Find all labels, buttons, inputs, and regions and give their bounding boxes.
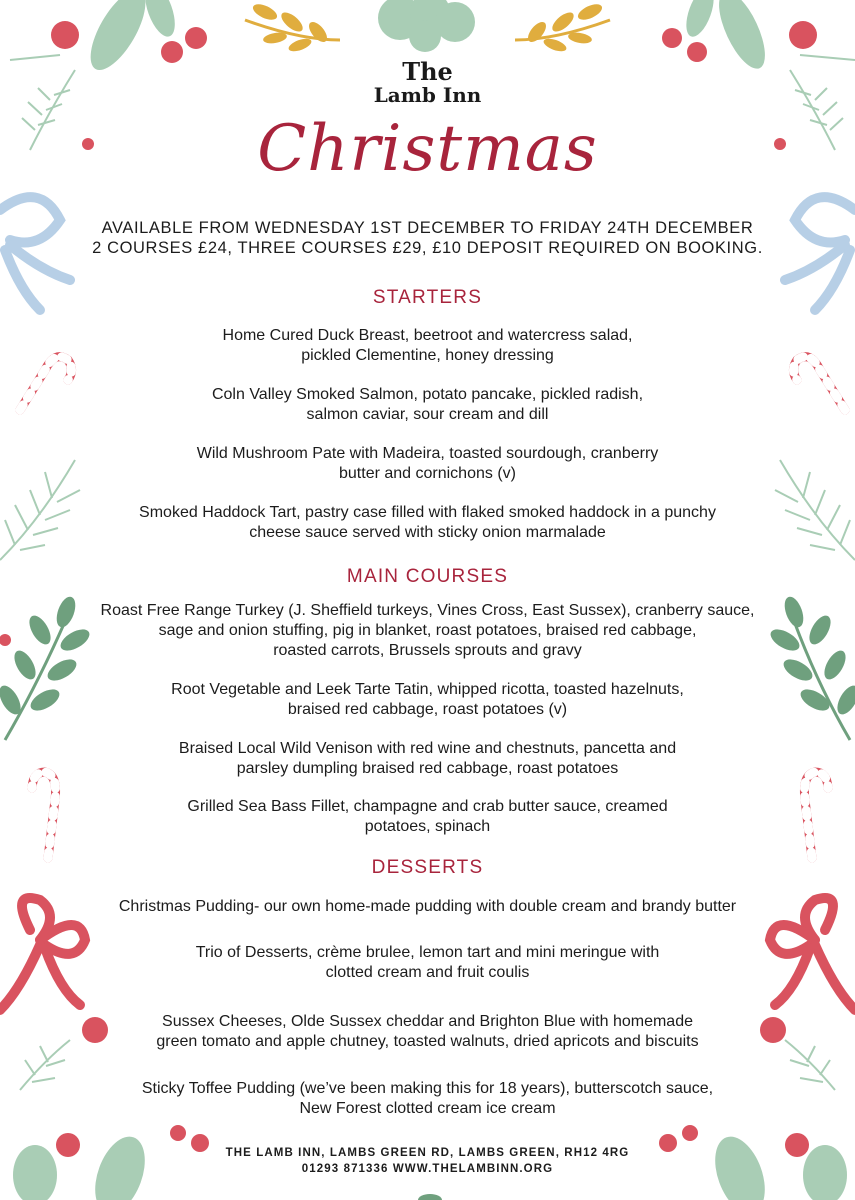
menu-item [0,680,855,720]
menu-item-line: Braised Local Wild Venison with red wine and chestnuts, pancetta and [178,740,677,757]
menu-item [0,385,855,425]
menu-item-line: Sticky Toffee Pudding (we’ve been making this for 18 years), butterscotch sauce, [141,1080,714,1097]
page-title: Christmas [257,112,598,186]
menu-item-line: pickled Clementine, honey dressing [301,347,554,364]
menu-item-line: sage and onion stuffing, pig in blanket, roast potatoes, braised red cabbage, [158,622,697,639]
menu-item-line: parsley dumpling braised red cabbage, roast potatoes [236,760,619,777]
logo-line-2: Lamb Inn [373,83,482,107]
menu-item-line: potatoes, spinach [364,818,491,835]
menu-item-line: butter and cornichons (v) [339,465,516,482]
footer-contact [0,1145,855,1177]
menu-item-line: green tomato and apple chutney, toasted walnuts, dried apricots and biscuits [156,1033,699,1050]
menu-item-line: clotted cream and fruit coulis [325,964,530,981]
footer-address: THE LAMB INN, LAMBS GREEN RD, LAMBS GREEN, RH12 4RG [225,1147,630,1159]
menu-item-line: New Forest clotted cream ice cream [299,1100,556,1117]
menu-item-line: Roast Free Range Turkey (J. Sheffield turkeys, Vines Cross, East Sussex), cranberry sauce, [100,602,755,619]
menu-item-line: Grilled Sea Bass Fillet, champagne and crab butter sauce, creamed [187,798,668,815]
menu-item-line: braised red cabbage, roast potatoes (v) [287,701,568,718]
brand-logo [0,57,855,107]
menu-item-line: cheese sauce served with sticky onion marmalade [249,524,606,541]
menu-item-line: Home Cured Duck Breast, beetroot and watercress salad, [222,327,633,344]
menu-item [0,503,855,543]
menu-item [0,1012,855,1052]
section-heading-desserts: DESSERTS [371,857,484,878]
menu-item [0,897,855,917]
logo-line-1: The [402,57,453,86]
section-heading-starters: STARTERS [372,287,483,308]
menu-item-line: Trio of Desserts, crème brulee, lemon tart and mini meringue with [195,944,660,961]
menu-item [0,326,855,366]
menu-item-line: Root Vegetable and Leek Tarte Tatin, whipped ricotta, toasted hazelnuts, [171,681,684,698]
menu-item-line: Wild Mushroom Pate with Madeira, toasted sourdough, cranberry [196,445,659,462]
menu-item-line: Coln Valley Smoked Salmon, potato pancake, pickled radish, [211,386,644,403]
menu-item [0,943,855,983]
menu-item [0,601,855,661]
section-heading-main-courses: MAIN COURSES [346,566,509,587]
menu-item [0,739,855,779]
menu-item-line: Christmas Pudding- our own home-made pudding with double cream and brandy butter [118,898,737,915]
availability-info [0,218,855,258]
availability-line-2: 2 COURSES £24, THREE COURSES £29, £10 DEPOSIT REQUIRED ON BOOKING. [92,239,763,257]
menu-item [0,444,855,484]
menu-item [0,1079,855,1119]
menu-item [0,797,855,837]
menu-item-line: salmon caviar, sour cream and dill [306,406,549,423]
footer-phone-website: 01293 871336 WWW.THELAMBINN.ORG [301,1163,554,1175]
menu-item-line: Sussex Cheeses, Olde Sussex cheddar and Brighton Blue with homemade [162,1013,693,1030]
menu-item-line: roasted carrots, Brussels sprouts and gravy [273,642,582,659]
availability-line-1: AVAILABLE FROM WEDNESDAY 1ST DECEMBER TO FRIDAY 24TH DECEMBER [101,219,754,237]
menu-item-line: Smoked Haddock Tart, pastry case filled with flaked smoked haddock in a punchy [139,504,716,521]
